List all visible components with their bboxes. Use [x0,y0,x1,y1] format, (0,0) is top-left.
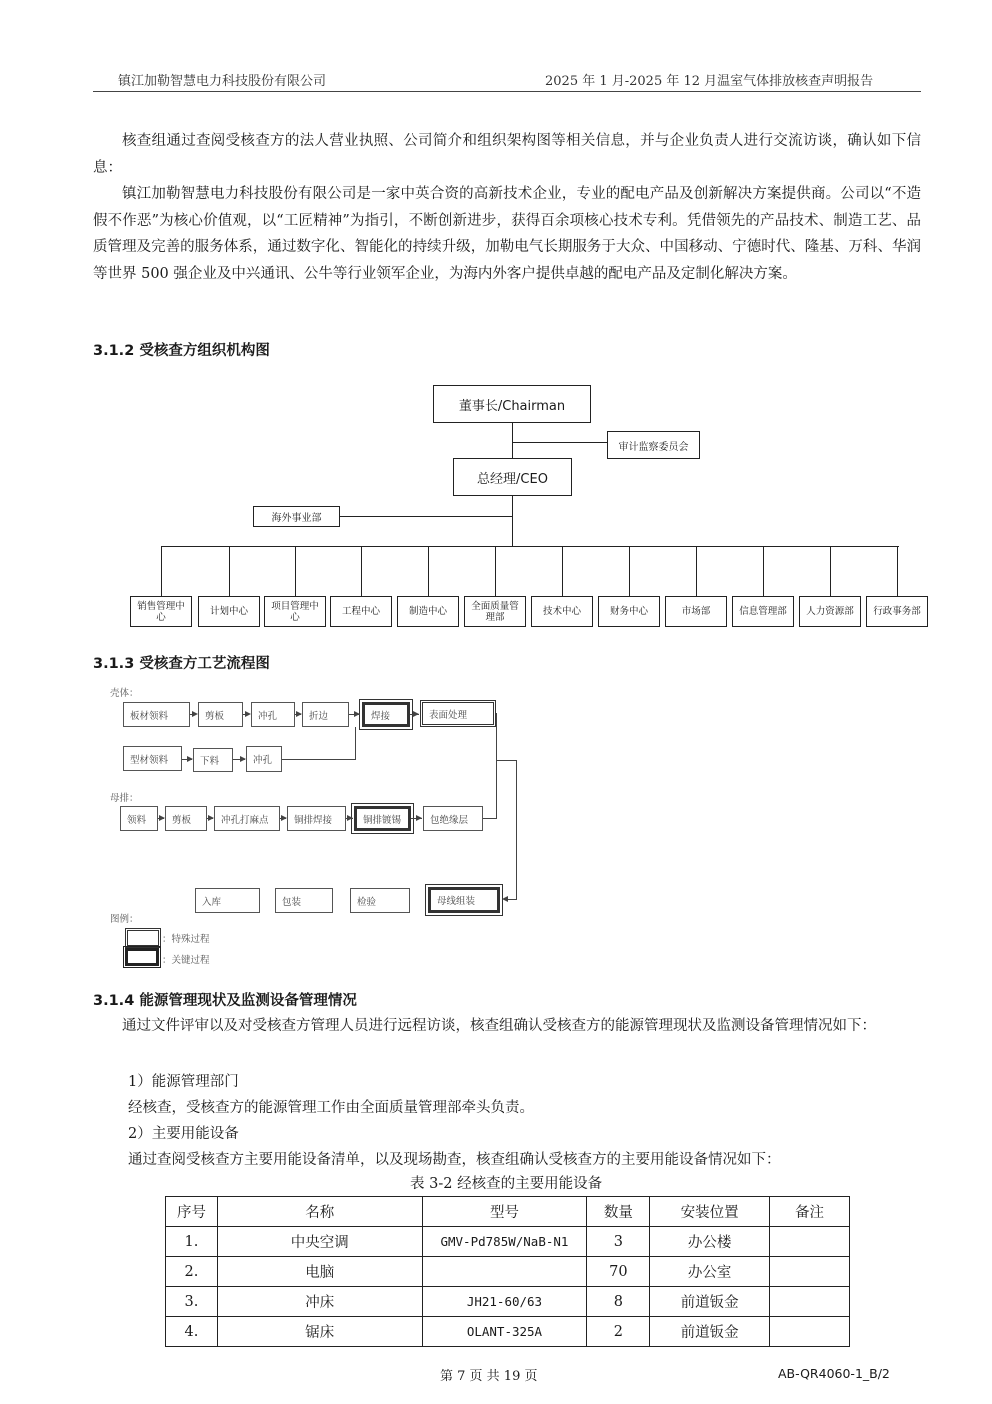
flow-step-key: 铜排镀锡 [354,806,411,831]
table-cell [770,1257,850,1287]
org-connector [229,546,230,596]
flow-connector [282,759,356,760]
table-cell: 前道钣金 [650,1317,770,1347]
org-connector [428,546,429,596]
table-row [166,1287,850,1317]
table-cell: 1. [166,1227,218,1257]
flow-arrow [281,815,287,821]
header-company: 镇江加勒智慧电力科技股份有限公司 [118,74,327,89]
flow-arrow [192,711,198,717]
flow-arrow [240,756,246,762]
org-department-box: 工程中心 [330,596,392,627]
org-connector [696,546,697,596]
footer-page-number: 第 7 页 共 19 页 [440,1369,538,1384]
table-row [166,1257,850,1287]
table-cell: 3. [166,1287,218,1317]
table-header-cell: 数量 [587,1197,650,1227]
table-header-cell: 型号 [422,1197,587,1227]
org-connector [295,546,296,596]
org-department-box: 人力资源部 [799,596,861,627]
org-connector [763,546,764,596]
table-cell [770,1287,850,1317]
org-ceo-box: 总经理/CEO [453,458,572,496]
table-cell: 70 [587,1257,650,1287]
flow-step: 折边 [302,702,349,727]
table-cell: 锯床 [217,1317,422,1347]
table-cell: OLANT-325A [422,1317,587,1347]
flow-connector [516,760,517,900]
legend-special-label: ：特殊过程 [162,934,210,945]
flow-arrow [208,815,214,821]
flow-legend-label: 图例： [110,914,139,925]
org-connector [512,442,607,443]
flow-step-special: 表面处理 [420,700,496,727]
flow-step: 检验 [350,888,410,913]
flow-arrow [296,711,302,717]
equipment-table [165,1196,850,1347]
flow-arrow [187,756,193,762]
table-cell: 2. [166,1257,218,1287]
flow-step: 包绝缘层 [423,806,483,831]
flow-arrow [354,711,360,717]
flow-step: 铜排焊接 [287,806,346,831]
org-connector [495,546,496,596]
table-cell: 8 [587,1287,650,1317]
footer-doc-code: AB-QR4060-1_B/2 [778,1366,890,1381]
flow-step: 型材领料 [123,746,182,771]
flow-step: 入库 [195,888,260,913]
table-cell: 办公楼 [650,1227,770,1257]
org-connector [340,516,512,517]
org-connector [512,423,513,458]
table-cell: 中央空调 [217,1227,422,1257]
energy-item-1-text: 经核查，受核查方的能源管理工作由全面质量管理部牵头负责。 [128,1100,534,1116]
flow-connector [355,727,356,760]
legend-special-swatch [125,928,161,948]
flow-step: 冲孔 [251,702,295,727]
org-department-box: 制造中心 [397,596,459,627]
flow-arrow [413,711,419,717]
legend-key-label: ：关键过程 [162,955,210,966]
org-department-box: 全面质量管理部 [464,596,526,627]
section-heading-3-1-2: 3.1.2 受核查方组织机构图 [93,343,270,359]
section-heading-3-1-3: 3.1.3 受核查方工艺流程图 [93,656,270,672]
table-cell [770,1227,850,1257]
flow-label-busbar: 母排： [110,793,139,804]
flow-arrow [347,815,353,821]
energy-paragraph: 通过文件评审以及对受核查方管理人员进行远程访谈，核查组确认受核查方的能源管理现状及监测设备管理情况如下： [122,1018,876,1034]
table-cell: 冲床 [217,1287,422,1317]
org-connector [897,546,898,596]
table-cell: JH21-60/63 [422,1287,587,1317]
org-department-box: 项目管理中心 [264,596,326,627]
table-header-cell: 名称 [217,1197,422,1227]
flow-step: 包装 [275,888,333,913]
org-overseas-box: 海外事业部 [253,506,340,527]
flow-step: 下料 [193,748,233,772]
flow-connector [483,818,497,819]
table-cell [770,1317,850,1347]
flow-connector [496,713,497,818]
legend-key-swatch [125,948,159,966]
org-connector [512,496,513,546]
table-cell: 电脑 [217,1257,422,1287]
flow-step-key: 焊接 [362,702,410,727]
table-cell: GMV-Pd785W/NaB-N1 [422,1227,587,1257]
header-rule [93,91,921,92]
table-cell: 办公室 [650,1257,770,1287]
table-cell [422,1257,587,1287]
energy-item-2-title: 2）主要用能设备 [128,1126,239,1142]
energy-item-2-text: 通过查阅受核查方主要用能设备清单，以及现场勘查，核查组确认受核查方的主要用能设备情况如下： [128,1152,781,1168]
table-header-cell: 安装位置 [650,1197,770,1227]
intro-paragraph-1: 核查组通过查阅受核查方的法人营业执照、公司简介和组织架构图等相关信息，并与企业负责人进行交流访谈，确认如下信息： [93,133,921,176]
org-connector [830,546,831,596]
flow-step: 剪板 [165,806,207,831]
flow-step: 冲孔打麻点 [214,806,280,831]
table-cell: 3 [587,1227,650,1257]
flow-step: 领料 [120,806,158,831]
org-department-box: 财务中心 [598,596,660,627]
org-connector [361,546,362,596]
table-cell: 4. [166,1317,218,1347]
table-row [166,1317,850,1347]
flow-label-shell: 壳体： [110,688,139,699]
flow-step: 剪板 [198,702,243,727]
flow-step-key: 母线组装 [428,887,500,913]
flow-step: 冲孔 [246,746,282,772]
table-header-row [166,1197,850,1227]
header-report-title: 2025 年 1 月-2025 年 12 月温室气体排放核查声明报告 [545,74,874,89]
org-chairman-box: 董事长/Chairman [433,385,591,423]
org-audit-committee-box: 审计监察委员会 [607,431,700,459]
org-department-box: 市场部 [665,596,727,627]
section-heading-3-1-4: 3.1.4 能源管理现状及监测设备管理情况 [93,993,357,1009]
org-department-box: 行政事务部 [866,596,928,627]
org-department-box: 计划中心 [198,596,260,627]
org-connector [629,546,630,596]
flow-arrow [502,896,508,902]
table-row [166,1227,850,1257]
flow-arrow [159,815,165,821]
intro-paragraph-2: 镇江加勒智慧电力科技股份有限公司是一家中英合资的高新技术企业，专业的配电产品及创新解决方案提供商。公司以“不造假不作恶”为核心价值观，以“工匠精神”为指引，不断创新进步，获得百余项核心技术专利。凭借领先的产品技术、制造工艺、品质管理及完善的服务体系，通过数字化、智能化的持续升级，加勒电气长期服务于大众、中国移动、宁德时代、隆基、万科、华润等世界 500 强企业及中兴通讯、公牛等行业领军企业，为海内外客户提供卓越的配电产品及定制化解决方案。 [93,186,921,282]
energy-item-1-title: 1）能源管理部门 [128,1074,239,1090]
org-department-box: 销售管理中心 [130,596,192,627]
org-department-box: 信息管理部 [732,596,794,627]
org-department-box: 技术中心 [531,596,593,627]
table-header-cell: 序号 [166,1197,218,1227]
table-header-cell: 备注 [770,1197,850,1227]
flow-step: 板材领料 [123,702,190,727]
flow-arrow [245,711,251,717]
table-cell: 2 [587,1317,650,1347]
flow-connector [496,760,516,761]
org-connector [161,546,162,596]
table-caption: 表 3-2 经核查的主要用能设备 [410,1176,603,1192]
org-connector [562,546,563,596]
flow-arrow [416,815,422,821]
org-connector [162,546,899,547]
table-cell: 前道钣金 [650,1287,770,1317]
